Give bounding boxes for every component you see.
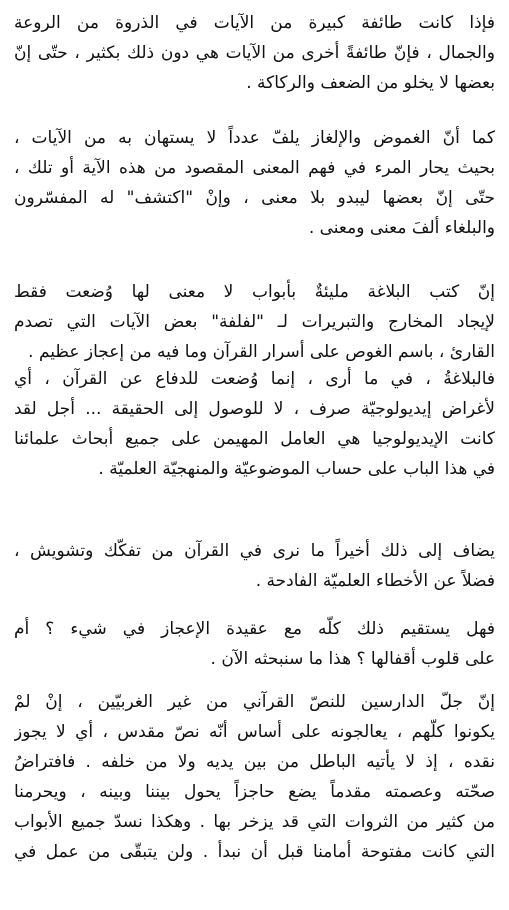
text-line: إنّ جلّ الدارسين للنصّ القرآني من غير الغربيّين ، إنْ لمْ bbox=[14, 692, 495, 712]
paragraph-5 bbox=[14, 536, 495, 596]
text-line: لإيجاد المخارج والتبريرات لـ "لفلفة" بعض الآيات التي تصدم bbox=[14, 312, 495, 332]
paragraph-3 bbox=[14, 277, 495, 367]
text-line: كما أنّ الغموض والإلغاز يلفّ عدداً لا يستهان به من الآيات ، bbox=[14, 128, 495, 148]
paragraph-1 bbox=[14, 8, 495, 98]
text-line: حتّى إنّ بعضها ليبدو بلا معنى ، وإنْ "اكتشف" له المفسّرون bbox=[14, 188, 495, 208]
text-line: يضاف إلى ذلك أخيراً ما نرى في القرآن من تفكّك وتشويش ، bbox=[14, 541, 495, 561]
text-line: والبلغاء ألفَ معنى ومعنى . bbox=[308, 218, 495, 238]
text-line: إنّ كتب البلاغة مليئةٌ بأبواب لا معنى لها وُضعت فقط bbox=[14, 282, 495, 302]
text-line: فالبلاغةُ ، في ما أرى ، إنما وُضعت للدفاع عن القرآن ، أي bbox=[14, 369, 495, 389]
text-line: والجمال ، فإنّ طائفةً أخرى من الآيات هي دون ذلك بكثير ، حتّى إنّ bbox=[14, 43, 495, 63]
text-line: على قلوب أقفالها ؟ هذا ما سنبحثه الآن . bbox=[210, 649, 495, 669]
text-line: القارئ ، باسم الغوص على أسرار القرآن وما فيه من إعجاز عظيم . bbox=[28, 342, 495, 362]
text-line: فإذا كانت طائفة كبيرة من الآيات في الذروة من الروعة bbox=[14, 13, 495, 33]
text-line: التي كانت مفتوحة أمامنا قبل أن نبدأ . ولن يتبقّى من عمل في bbox=[14, 842, 495, 862]
text-line: بحيث يحار المرء في فهم المعنى المقصود من هذه الآية أو تلك ، bbox=[14, 158, 495, 178]
text-line: كانت الإيديولوجيا هي العامل المهيمن على جميع أبحاث علمائنا bbox=[14, 429, 495, 449]
paragraph-4 bbox=[14, 364, 495, 484]
text-line: صحّته وعصمته مقدماً يضع حاجزاً يحول بيننا وبينه ، ويحرمنا bbox=[14, 782, 495, 802]
text-line: يكونوا كلّهم ، يعالجونه على أساس أنّه نصّ مقدس ، أي لا يجوز bbox=[14, 722, 495, 742]
text-line: نقده ، إذ لا يأتيه الباطل من بين يديه ولا من خلفه . فافتراضُ bbox=[14, 752, 495, 772]
text-line: في هذا الباب على حساب الموضوعيّة والمنهجيّة العلميّة . bbox=[98, 459, 495, 479]
text-line: فضلاً عن الأخطاء العلميّة الفادحة . bbox=[255, 571, 495, 591]
paragraph-7 bbox=[14, 687, 495, 867]
text-line: لأغراض إيديولوجيّة صرف ، لا للوصول إلى الحقيقة ... أجل لقد bbox=[14, 399, 495, 419]
text-line: فهل يستقيم ذلك كلّه مع عقيدة الإعجاز في شيء ؟ أم bbox=[14, 619, 495, 639]
text-line: بعضها لا يخلو من الضعف والركاكة . bbox=[246, 73, 495, 93]
paragraph-6 bbox=[14, 614, 495, 674]
paragraph-2 bbox=[14, 123, 495, 243]
text-line: من كثير من الثروات التي قد يزخر بها . وهكذا نسدّ جميع الأبواب bbox=[14, 812, 495, 832]
